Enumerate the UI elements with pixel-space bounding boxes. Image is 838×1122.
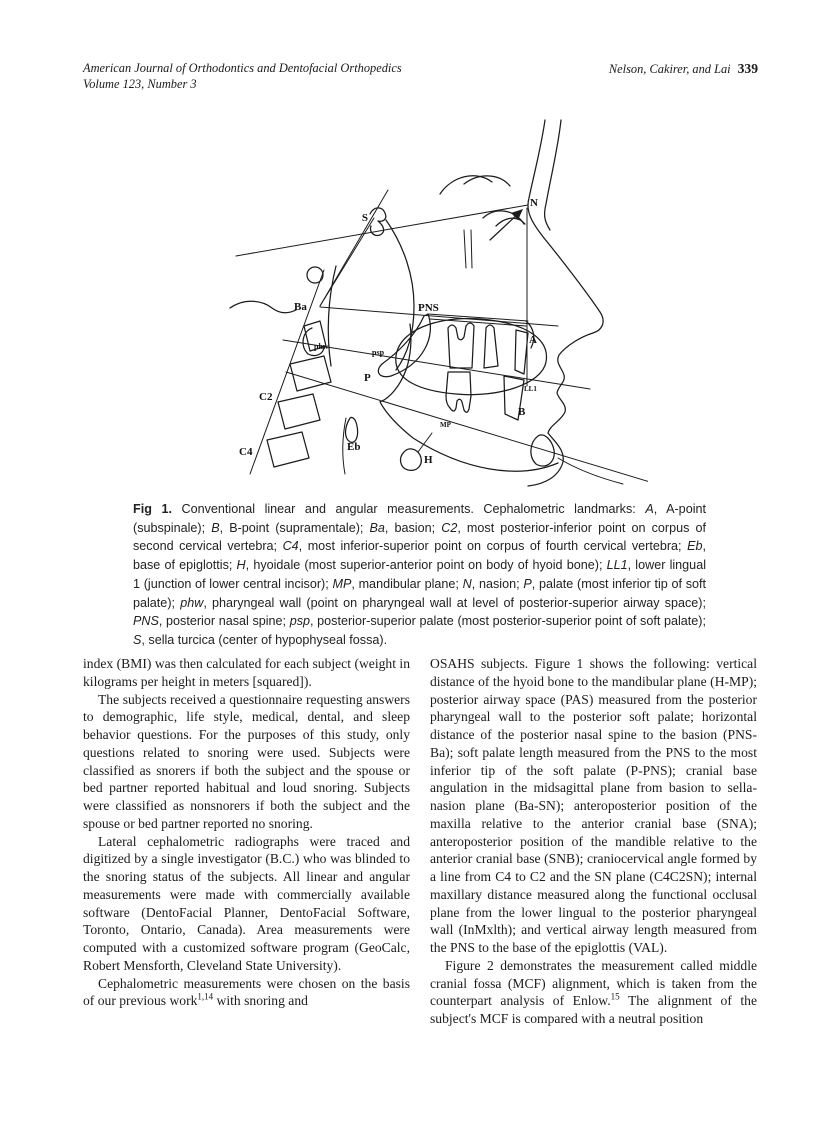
landmark-label-H: H xyxy=(424,454,433,466)
cephalometric-tracing xyxy=(228,118,648,493)
landmark-label-N: N xyxy=(530,197,538,209)
mandibular-plane-line xyxy=(286,372,648,482)
paragraph: Cephalometric measurements were chosen on the basis of our previous work$^{1,14}$ with snoring and xyxy=(83,975,410,1009)
neck-soft-tissue xyxy=(230,301,296,313)
upper-incisor xyxy=(515,330,528,374)
landmark-label-phw: phw xyxy=(314,342,329,351)
profile-outline xyxy=(528,120,603,486)
vertebral-axis-line xyxy=(250,270,324,474)
landmark-label-LL1: LL1 xyxy=(524,385,537,393)
epiglottis xyxy=(346,417,358,442)
soft-palate xyxy=(378,314,430,377)
condyle-circle xyxy=(307,267,323,283)
palatal-plane-line xyxy=(320,307,558,326)
landmark-label-B: B xyxy=(518,406,526,418)
orbital-arc-2 xyxy=(464,176,510,186)
forehead-inner-line xyxy=(545,120,561,230)
landmark-label-S: S xyxy=(361,212,368,224)
landmark-label-psp: psp xyxy=(372,348,385,357)
c2-body xyxy=(290,356,331,391)
running-head-authors xyxy=(338,61,758,78)
c3-body xyxy=(278,394,320,429)
paragraph: Lateral cephalometric radiographs were traced and digitized by a single investigator (B.C.) who was blinded to the snoring status of the subjects. All linear and angular measurements were made with commercially available software (DentoFacial Planner, DentoFacial Software, Toronto, Ontario, Canada). Area measurements were computed with a customized software program (GeoCalc, Robert Mensforth, Cleveland State University). xyxy=(83,833,410,973)
landmark-label-C2: C2 xyxy=(259,391,273,403)
ba-s-line-2 xyxy=(320,218,374,306)
landmark-label-P: P xyxy=(364,372,371,384)
landmark-label-C4: C4 xyxy=(239,446,253,458)
landmark-label-PNS: PNS xyxy=(418,302,439,314)
journal-title: American Journal of Orthodontics and Dentofacial Orthopedics xyxy=(83,61,402,75)
upper-molar xyxy=(448,323,474,368)
upper-premolar xyxy=(484,325,498,368)
pterygoid-line-1 xyxy=(464,230,466,268)
figure-caption: Fig 1. Conventional linear and angular measurements. Cephalometric landmarks: A, A-point (subspinale); B, B-point (supramentale); Ba, basion; C2, most posterior-inferior point on corpus of second cervical vertebra; C4, most inferior-superior point on corpus of fourth cervical vertebra; Eb, base of epiglottis; H, hyoidale (most superior-anterior point on body of hyoid bone); LL1, lower lingual 1 (junction of lower central incisor); MP, mandibular plane; N, nasion; P, palate (most inferior tip of soft palate); phw, pharyngeal wall (point on pharyngeal wall at level of posterior-superior airway space); PNS, posterior nasal spine; psp, posterior-superior palate (most posterior-superior point of soft palate); S, sella turcica (center of hypophyseal fossa). xyxy=(133,502,707,647)
landmark-label-Ba: Ba xyxy=(294,301,307,313)
page-number: 339 xyxy=(737,61,758,76)
paragraph: OSAHS subjects. Figure 1 shows the following: vertical distance of the hyoid bone to the mandibular plane (H-MP); posterior airway space (PAS) measured from the posterior pharyngeal wall to the posterior soft palate; horizontal distance of the posterior nasal spine to the basion (PNS-Ba); soft palate length measured from the PNS to the most inferior tip of the soft palate (P-PNS); cranial base angulation in the midsagittal plane from basion to sella-nasion plane (Ba-SN); anteroposterior position of the maxilla relative to the anterior cranial base (SNA); anteroposterior position of the mandible relative to the anterior cranial base (SNB); craniocervical angle formed by a line from C4 to C2 and the SN plane (C4C2SN); internal maxillary distance measured along the functional occlusal plane from the lower lingual to the posterior pharyngeal wall (InMxlth); and vertical airway length measured from the PNS to the base of the epiglottis (VAL). xyxy=(430,656,757,955)
author-names: Nelson, Cakirer, and Lai xyxy=(608,62,731,76)
epiglottis-stem xyxy=(343,418,346,474)
journal-volume: Volume 123, Number 3 xyxy=(83,76,197,91)
figure-1 xyxy=(228,118,648,493)
c4-body xyxy=(267,432,309,467)
orbital-arc-1 xyxy=(440,176,492,194)
landmark-label-A: A xyxy=(529,334,537,346)
right-column xyxy=(430,655,757,1028)
paragraph: index (BMI) was then calculated for each subject (weight in kilograms per height in meters [squared]). xyxy=(83,656,410,689)
paragraph: The subjects received a questionnaire requesting answers to demographic, life style, medical, dental, and sleep behavior questions. For the purposes of this study, only questions related to snoring were used. Subjects were classified as snorers if both the subject and the spouse or bed partner reported habitual and loud snoring. Subjects were classified as nonsnorers if both the subject and the spouse or bed partner reported no snoring. xyxy=(83,691,410,831)
paragraph: Figure 2 demonstrates the measurement called middle cranial fossa (MCF) alignment, which is taken from the counterpart analysis of Enlow.$^{15}$ The alignment of the subject's MCF is compared with a neutral position xyxy=(430,957,758,1026)
pterygoid-line-2 xyxy=(471,230,472,268)
landmark-label-Eb: Eb xyxy=(347,441,361,453)
landmark-label-MP: MP xyxy=(440,421,451,429)
sn-line xyxy=(236,205,528,256)
chin-inner-oval xyxy=(531,435,554,466)
left-column xyxy=(83,655,410,1010)
lower-molar xyxy=(446,372,471,412)
cranial-floor-curve xyxy=(386,220,414,370)
